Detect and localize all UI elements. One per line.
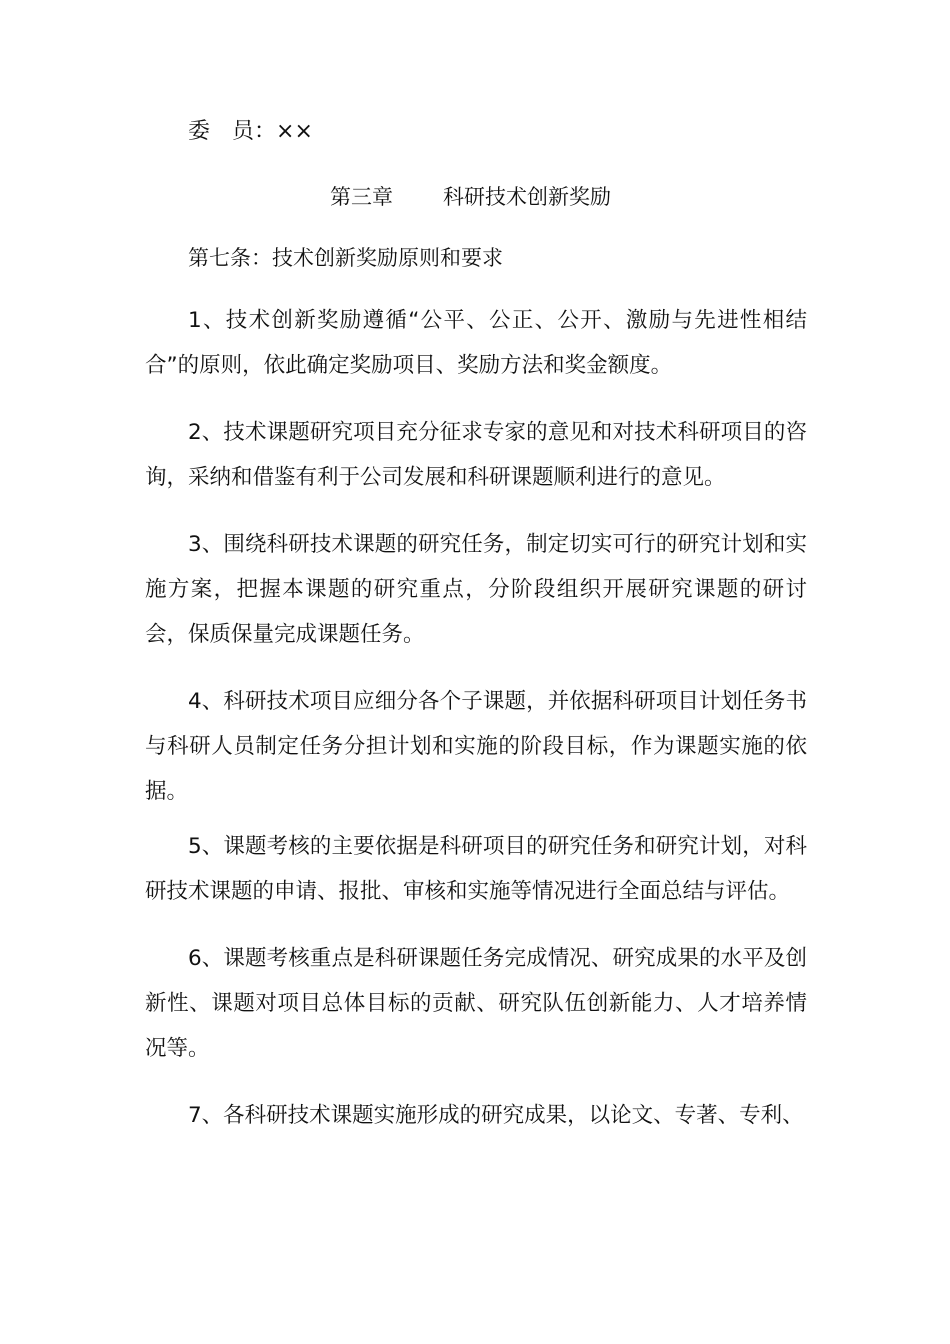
article-heading: 第七条：技术创新奖励原则和要求: [188, 246, 503, 270]
paragraph-3: 3、围绕科研技术课题的研究任务，制定切实可行的研究计划和实施方案，把握本课题的研究重点，分阶段组织开展研究课题的研讨会，保质保量完成课题任务。: [145, 532, 807, 647]
chapter-title: 科研技术创新奖励: [443, 185, 611, 209]
committee-line: [188, 114, 313, 150]
committee-label: 委 员：: [188, 119, 277, 144]
chapter-number: 第三章: [330, 185, 393, 209]
paragraph-1: 1、技术创新奖励遵循“公平、公正、公开、激励与先进性相结合”的原则，依此确定奖励项目、奖励方法和奖金额度。: [145, 308, 807, 378]
body-text: [145, 298, 807, 1160]
committee-value: ××: [276, 119, 313, 144]
paragraph-5: 5、课题考核的主要依据是科研项目的研究任务和研究计划，对科研技术课题的申请、报批、审核和实施等情况进行全面总结与评估。: [145, 834, 807, 904]
paragraph-2: 2、技术课题研究项目充分征求专家的意见和对技术科研项目的咨询，采纳和借鉴有利于公司发展和科研课题顺利进行的意见。: [145, 420, 807, 490]
paragraph-4: 4、科研技术项目应细分各个子课题，并依据科研项目计划任务书与科研人员制定任务分担计划和实施的阶段目标，作为课题实施的依据。: [145, 689, 807, 804]
paragraph-7: 7、各科研技术课题实施形成的研究成果，以论文、专著、专利、: [188, 1103, 804, 1128]
paragraph-6: 6、课题考核重点是科研课题任务完成情况、研究成果的水平及创新性、课题对项目总体目标的贡献、研究队伍创新能力、人才培养情况等。: [145, 946, 807, 1061]
chapter-heading: [330, 180, 611, 214]
